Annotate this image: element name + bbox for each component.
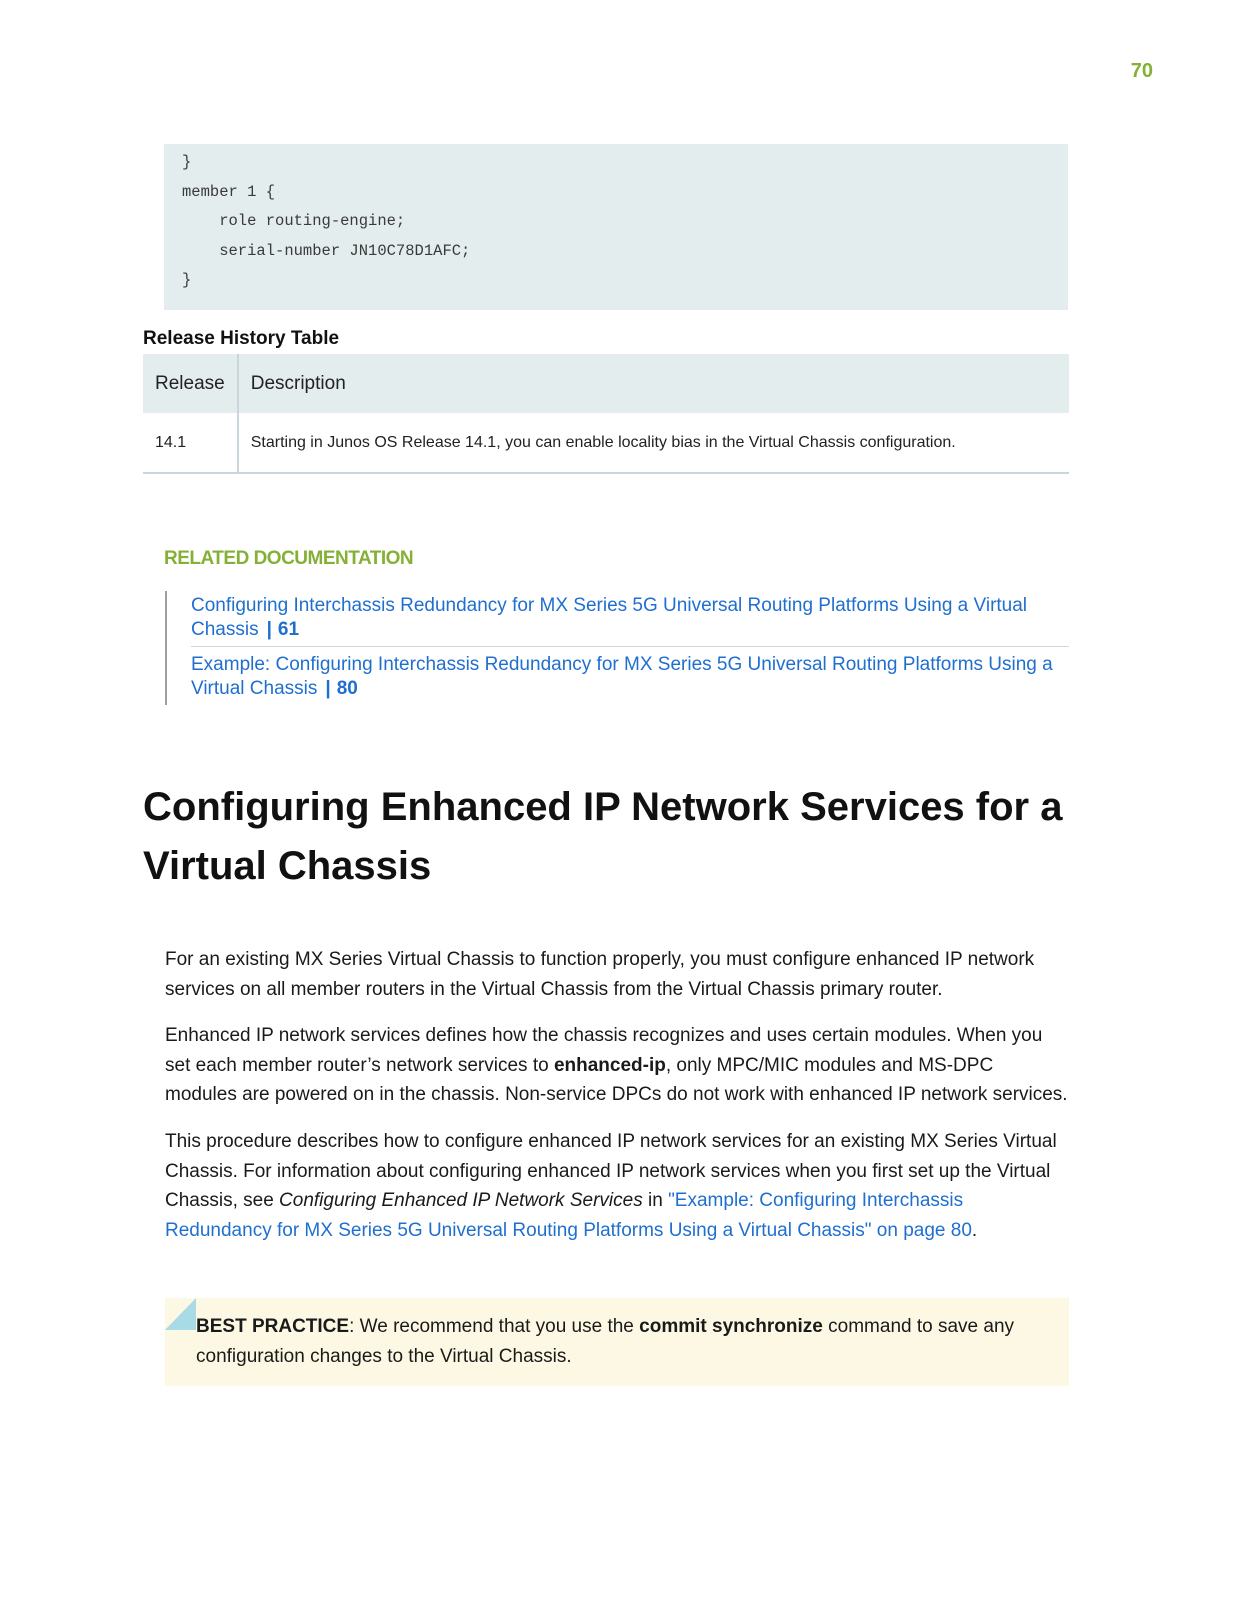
- related-link-page[interactable]: 61: [277, 619, 300, 640]
- paragraph-text: , only MPC/MIC modules and MS-DPC modules are powered on in the chassis. Non-service DPCs do not work with enhanced IP network services.: [165, 1054, 1068, 1106]
- paragraph-text: in: [642, 1190, 669, 1212]
- related-link-example-interchassis-redundancy[interactable]: [191, 646, 1069, 705]
- best-practice-label: BEST PRACTICE: [196, 1316, 350, 1337]
- related-link-interchassis-redundancy[interactable]: [191, 591, 1069, 646]
- related-documentation-heading: RELATED DOCUMENTATION: [164, 548, 414, 569]
- procedure-reference-title: Configuring Enhanced IP Network Services: [279, 1190, 643, 1212]
- code-line: }: [182, 271, 192, 290]
- callout-corner-icon: [165, 1298, 196, 1330]
- best-practice-callout: [165, 1298, 1069, 1386]
- paragraph-enhanced-ip: [165, 1021, 1070, 1110]
- paragraph-text: Enhanced IP network services defines how the chassis recognizes and uses certain modules. When you set each member router’s network services to: [165, 1025, 1043, 1076]
- paragraph-text: .: [971, 1219, 978, 1241]
- related-documentation-list: [165, 591, 1069, 705]
- related-link-title[interactable]: Example: Configuring Interchassis Redundancy for MX Series 5G Universal Routing Platforms Using a Virtual Chassis: [191, 654, 1053, 699]
- description-cell: Starting in Junos OS Release 14.1, you can enable locality bias in the Virtual Chassis configuration.: [238, 413, 1069, 473]
- header-release: Release: [143, 354, 238, 413]
- link-separator: |: [266, 619, 272, 640]
- example-page-link[interactable]: "Example: Configuring Interchassis Redundancy for MX Series 5G Universal Routing Platforms Using a Virtual Chassis" on page 80: [165, 1190, 972, 1241]
- code-line: role routing-engine;: [182, 212, 406, 231]
- paragraph-text: This procedure describes how to configure enhanced IP network services for an existing MX Series Virtual Chassis. For information about configuring enhanced IP network services when you first set up the Virtual Chassis, see: [165, 1130, 1057, 1212]
- related-link-page[interactable]: 80: [336, 678, 358, 699]
- table-row: [143, 413, 1069, 473]
- paragraph-procedure: [165, 1127, 1070, 1245]
- best-practice-text: : We recommend that you use the: [349, 1316, 640, 1337]
- link-separator: |: [325, 678, 331, 699]
- commit-synchronize-command: commit synchronize: [639, 1316, 823, 1337]
- paragraph-intro: For an existing MX Series Virtual Chassis to function properly, you must configure enhanced IP network services on all member routers in the Virtual Chassis from the Virtual Chassis primary router.: [165, 949, 1035, 1000]
- section-title: Configuring Enhanced IP Network Services for a Virtual Chassis: [143, 785, 1063, 888]
- header-description: Description: [238, 354, 1069, 413]
- code-line: member 1 {: [182, 182, 276, 201]
- page-number: 70: [1130, 60, 1153, 82]
- best-practice-text: command to save any configuration changes to the Virtual Chassis.: [196, 1316, 1015, 1367]
- related-link-title[interactable]: Configuring Interchassis Redundancy for MX Series 5G Universal Routing Platforms Using a Virtual Chassis: [191, 595, 1028, 640]
- release-history-table: [143, 354, 1069, 474]
- release-cell: 14.1: [143, 413, 238, 473]
- section-body: [165, 945, 1070, 1262]
- release-history-caption: Release History Table: [143, 328, 340, 349]
- code-block: [164, 144, 1068, 310]
- code-line: serial-number JN10C78D1AFC;: [182, 241, 471, 260]
- table-header-row: [143, 354, 1069, 413]
- code-line: }: [182, 153, 192, 171]
- enhanced-ip-keyword: enhanced-ip: [553, 1054, 666, 1076]
